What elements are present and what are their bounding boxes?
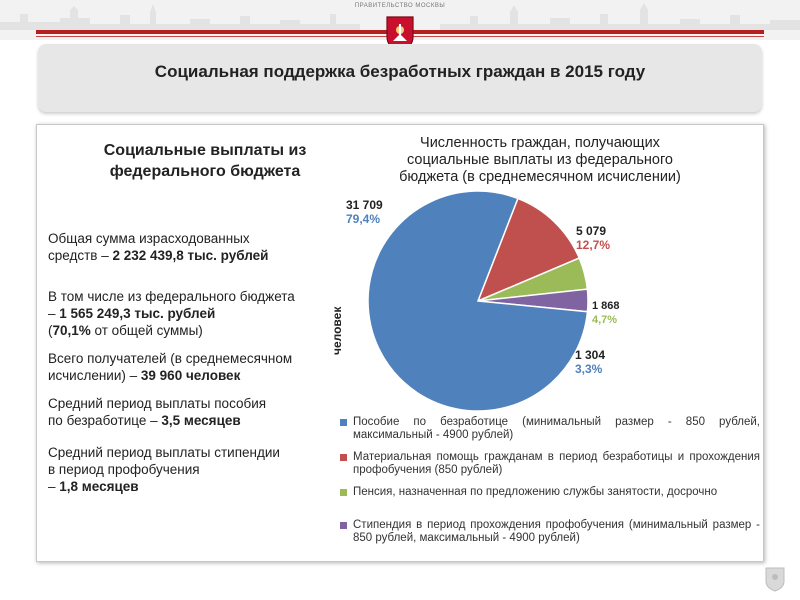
fact-text: ( bbox=[48, 323, 53, 338]
fact-text: – bbox=[48, 306, 60, 321]
fact-value: 2 232 439,8 тыс. рублей bbox=[112, 248, 269, 263]
fact-text: Средний период выплаты пособия bbox=[48, 396, 267, 411]
slice-value: 1 304 bbox=[575, 348, 606, 362]
fact-text: исчислении) – bbox=[48, 368, 141, 383]
legend-label: Пенсия, назначенная по предложению службы занятости, досрочно bbox=[353, 486, 718, 498]
fact-text: от общей суммы) bbox=[90, 323, 203, 338]
fact-value: 39 960 человек bbox=[140, 368, 241, 383]
slice-label-unemployment bbox=[346, 198, 383, 226]
legend-label: Пособие по безработице (минимальный размер - 850 рублей, максимальный - 4900 рублей) bbox=[353, 416, 760, 441]
chart-title-line: Численность граждан, получающих bbox=[420, 135, 660, 151]
fact-text: В том числе из федерального бюджета bbox=[48, 289, 295, 304]
left-heading-line: Социальные выплаты из bbox=[103, 142, 307, 159]
fact-text: – bbox=[48, 479, 60, 494]
government-label: ПРАВИТЕЛЬСТВО МОСКВЫ bbox=[354, 3, 446, 9]
fact-text: Общая сумма израсходованных bbox=[48, 231, 250, 246]
chart-title-line: бюджета (в среднемесячном исчислении) bbox=[399, 169, 681, 185]
corner-emblem-icon bbox=[764, 566, 786, 592]
legend-swatch bbox=[340, 419, 347, 426]
fact-text: по безработице – bbox=[48, 413, 162, 428]
fact-value: 3,5 месяцев bbox=[161, 413, 241, 428]
fact-text: Средний период выплаты стипендии bbox=[48, 445, 280, 460]
fact-text: в период профобучения bbox=[48, 462, 200, 477]
slice-value: 1 868 bbox=[592, 300, 620, 312]
legend-swatch bbox=[340, 489, 347, 496]
slice-percent: 79,4% bbox=[346, 212, 381, 226]
fact-value: 70,1% bbox=[52, 323, 91, 338]
legend-swatch bbox=[340, 522, 347, 529]
slice-percent: 4,7% bbox=[592, 314, 618, 326]
slice-label-pension bbox=[592, 299, 620, 327]
fact-value: 1,8 месяцев bbox=[59, 479, 139, 494]
legend-label: Стипендия в период прохождения профобучения (минимальный размер - 850 рублей, максимальный - 4900 рублей) bbox=[353, 519, 760, 544]
fact-value: 1 565 249,3 тыс. рублей bbox=[59, 306, 216, 321]
chart-title-line: социальные выплаты из федерального bbox=[407, 152, 673, 168]
slice-value: 5 079 bbox=[576, 224, 607, 238]
slice-label-stipend bbox=[575, 348, 605, 376]
fact-text: Всего получателей (в среднемесячном bbox=[48, 351, 293, 366]
slice-label-material-aid bbox=[576, 224, 610, 252]
slice-percent: 3,3% bbox=[575, 362, 603, 376]
slice-percent: 12,7% bbox=[576, 238, 611, 252]
fact-text: средств – bbox=[48, 248, 113, 263]
legend-label: Материальная помощь гражданам в период безработицы и прохождения профобучения (850 рублей) bbox=[353, 451, 760, 476]
slice-value: 31 709 bbox=[346, 198, 383, 212]
legend-swatch bbox=[340, 454, 347, 461]
chart-y-label: человек bbox=[330, 306, 344, 355]
left-heading-line: федерального бюджета bbox=[109, 163, 301, 180]
page-title: Социальная поддержка безработных граждан в 2015 году bbox=[154, 62, 646, 81]
